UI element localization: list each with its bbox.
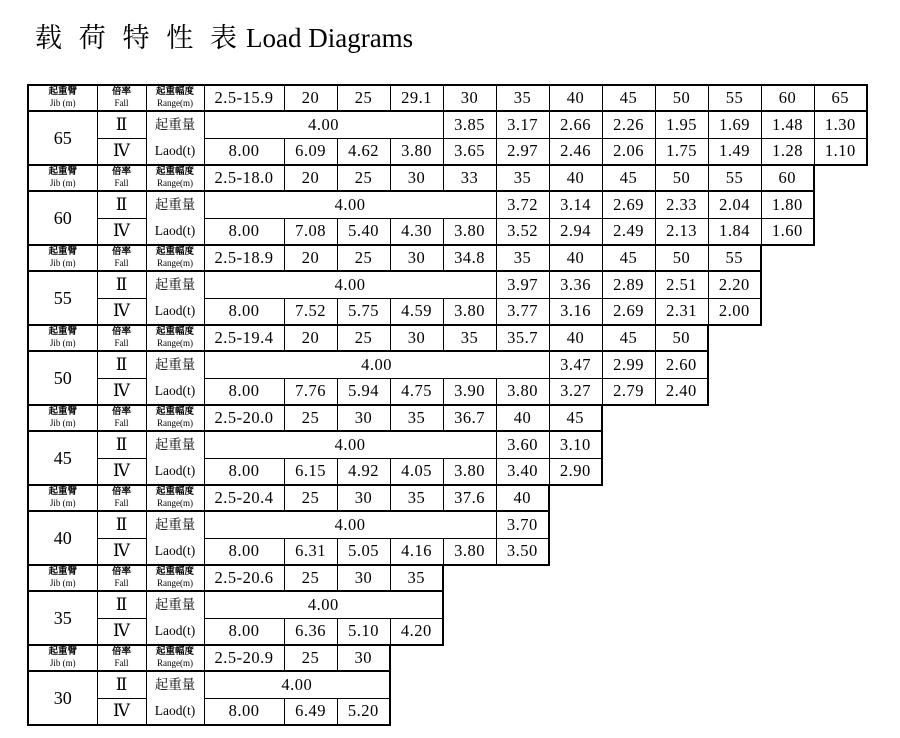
load-section-35 — [27, 564, 444, 646]
range-value-cell: 25 — [337, 165, 390, 191]
label-line-en: Range(m) — [157, 98, 193, 109]
range-value-cell: 37.6 — [443, 485, 496, 511]
label-line-cn: 起重臂 — [48, 487, 77, 498]
range-value-cell: 55 — [708, 85, 761, 111]
capacity-merged-cell: 4.00 — [204, 271, 496, 298]
label-line-cn: 倍率 — [111, 327, 131, 338]
range-value-cell: 40 — [496, 485, 549, 511]
load-value-cell: 3.65 — [443, 138, 496, 165]
range-value-cell: 55 — [708, 165, 761, 191]
range-value-cell: 65 — [814, 85, 867, 111]
capacity-label-en: Laod(t) — [154, 223, 196, 238]
range-header-cell — [146, 85, 204, 111]
load-value-cell: 8.00 — [204, 618, 284, 645]
load-value-cell: 5.05 — [337, 538, 390, 565]
load-value-cell: 5.75 — [337, 298, 390, 325]
label-line-cn: 起重幅度 — [155, 167, 194, 178]
label-line-en: Jib (m) — [49, 418, 76, 429]
range-value-cell: 25 — [337, 325, 390, 351]
jib-header-cell — [28, 645, 97, 671]
page-title-chinese: 载 荷 特 性 表 — [35, 23, 242, 53]
range-value-cell: 35 — [496, 245, 549, 271]
load-value-cell: 3.80 — [443, 538, 496, 565]
label-line-cn: 起重臂 — [48, 87, 77, 98]
capacity-value-cell: 3.17 — [496, 111, 549, 138]
range-value-cell: 45 — [602, 165, 655, 191]
range-value-cell: 30 — [337, 645, 390, 671]
label-line-en: Range(m) — [157, 578, 193, 589]
load-value-cell: 3.90 — [443, 378, 496, 405]
load-value-cell: 6.49 — [284, 698, 337, 725]
range-value-cell: 50 — [655, 85, 708, 111]
label-line-en: Fall — [114, 98, 129, 109]
range-value-cell: 20 — [284, 85, 337, 111]
capacity-label-cn: 起重量 — [154, 197, 196, 212]
jib-header-cell — [28, 485, 97, 511]
jib-header-cell — [28, 245, 97, 271]
fall-iv-cell: Ⅳ — [97, 618, 146, 645]
capacity-label-en: Laod(t) — [154, 623, 196, 638]
jib-length-cell: 65 — [28, 111, 97, 165]
capacity-value-cell: 3.47 — [549, 351, 602, 378]
label-line-cn: 倍率 — [111, 167, 131, 178]
load-value-cell: 6.15 — [284, 458, 337, 485]
capacity-value-cell: 2.69 — [602, 191, 655, 218]
capacity-value-cell: 3.14 — [549, 191, 602, 218]
label-line-cn: 起重臂 — [48, 647, 77, 658]
range-value-cell: 35.7 — [496, 325, 549, 351]
range-value-cell: 25 — [284, 485, 337, 511]
capacity-value-cell: 1.95 — [655, 111, 708, 138]
label-line-cn: 倍率 — [111, 647, 131, 658]
load-value-cell: 7.76 — [284, 378, 337, 405]
capacity-label-cell — [146, 271, 204, 325]
capacity-value-cell: 3.85 — [443, 111, 496, 138]
capacity-label-en: Laod(t) — [154, 383, 196, 398]
capacity-label-en: Laod(t) — [154, 703, 196, 718]
range-value-cell: 34.8 — [443, 245, 496, 271]
load-value-cell: 3.27 — [549, 378, 602, 405]
label-line-cn: 倍率 — [111, 87, 131, 98]
range-value-cell: 60 — [761, 165, 814, 191]
capacity-value-cell: 2.26 — [602, 111, 655, 138]
load-value-cell: 6.09 — [284, 138, 337, 165]
label-line-en: Fall — [114, 578, 129, 589]
label-line-en: Jib (m) — [49, 258, 76, 269]
load-value-cell: 3.80 — [390, 138, 443, 165]
load-value-cell: 2.94 — [549, 218, 602, 245]
load-value-cell: 2.00 — [708, 298, 761, 325]
label-line-en: Range(m) — [157, 418, 193, 429]
fall-iv-cell: Ⅳ — [97, 538, 146, 565]
page-title — [35, 16, 413, 55]
label-line-en: Fall — [114, 338, 129, 349]
label-line-cn: 起重幅度 — [155, 407, 194, 418]
fall-header-cell — [97, 405, 146, 431]
range-header-cell — [146, 645, 204, 671]
jib-length-cell: 55 — [28, 271, 97, 325]
fall-ii-cell: Ⅱ — [97, 271, 146, 298]
capacity-label-cn: 起重量 — [154, 517, 196, 532]
capacity-merged-cell: 4.00 — [204, 511, 496, 538]
fall-iv-cell: Ⅳ — [97, 218, 146, 245]
range-value-cell: 25 — [337, 245, 390, 271]
range-value-cell: 30 — [337, 405, 390, 431]
range-value-cell: 2.5-20.4 — [204, 485, 284, 511]
load-value-cell: 1.49 — [708, 138, 761, 165]
jib-length-cell: 50 — [28, 351, 97, 405]
capacity-value-cell: 2.89 — [602, 271, 655, 298]
range-header-cell — [146, 325, 204, 351]
capacity-label-cell — [146, 591, 204, 645]
label-line-cn: 倍率 — [111, 487, 131, 498]
range-value-cell: 45 — [602, 85, 655, 111]
load-value-cell: 3.52 — [496, 218, 549, 245]
load-value-cell: 3.16 — [549, 298, 602, 325]
load-value-cell: 2.97 — [496, 138, 549, 165]
capacity-label-cell — [146, 111, 204, 165]
capacity-value-cell: 1.30 — [814, 111, 867, 138]
label-line-en: Jib (m) — [49, 498, 76, 509]
label-line-cn: 起重臂 — [48, 567, 77, 578]
range-value-cell: 50 — [655, 325, 708, 351]
fall-header-cell — [97, 485, 146, 511]
range-value-cell: 50 — [655, 165, 708, 191]
jib-header-cell — [28, 85, 97, 111]
jib-length-cell: 40 — [28, 511, 97, 565]
capacity-value-cell: 2.33 — [655, 191, 708, 218]
load-value-cell: 4.92 — [337, 458, 390, 485]
range-value-cell: 25 — [284, 405, 337, 431]
fall-ii-cell: Ⅱ — [97, 111, 146, 138]
range-value-cell: 20 — [284, 325, 337, 351]
load-value-cell: 2.79 — [602, 378, 655, 405]
load-value-cell: 2.90 — [549, 458, 602, 485]
jib-header-cell — [28, 325, 97, 351]
fall-ii-cell: Ⅱ — [97, 591, 146, 618]
load-value-cell: 2.46 — [549, 138, 602, 165]
fall-iv-cell: Ⅳ — [97, 298, 146, 325]
range-value-cell: 45 — [549, 405, 602, 431]
fall-ii-cell: Ⅱ — [97, 191, 146, 218]
capacity-label-cn: 起重量 — [154, 437, 196, 452]
range-value-cell: 40 — [549, 245, 602, 271]
range-value-cell: 2.5-20.6 — [204, 565, 284, 591]
label-line-en: Range(m) — [157, 658, 193, 669]
load-value-cell: 4.05 — [390, 458, 443, 485]
load-value-cell: 8.00 — [204, 698, 284, 725]
range-value-cell: 40 — [496, 405, 549, 431]
load-value-cell: 2.69 — [602, 298, 655, 325]
load-section-50 — [27, 324, 709, 406]
capacity-value-cell: 2.20 — [708, 271, 761, 298]
label-line-cn: 起重臂 — [48, 167, 77, 178]
jib-length-cell: 35 — [28, 591, 97, 645]
load-value-cell: 3.80 — [443, 218, 496, 245]
capacity-label-en: Laod(t) — [154, 303, 196, 318]
capacity-value-cell: 1.80 — [761, 191, 814, 218]
load-table-stack — [27, 84, 868, 726]
range-value-cell: 55 — [708, 245, 761, 271]
load-value-cell: 8.00 — [204, 538, 284, 565]
fall-header-cell — [97, 245, 146, 271]
label-line-en: Range(m) — [157, 498, 193, 509]
load-value-cell: 3.80 — [496, 378, 549, 405]
capacity-value-cell: 3.97 — [496, 271, 549, 298]
label-line-cn: 起重幅度 — [155, 87, 194, 98]
label-line-cn: 起重幅度 — [155, 647, 194, 658]
load-value-cell: 1.75 — [655, 138, 708, 165]
load-value-cell: 7.08 — [284, 218, 337, 245]
label-line-cn: 倍率 — [111, 567, 131, 578]
capacity-label-cn: 起重量 — [154, 677, 196, 692]
label-line-en: Range(m) — [157, 178, 193, 189]
range-value-cell: 30 — [390, 325, 443, 351]
load-value-cell: 8.00 — [204, 138, 284, 165]
load-value-cell: 5.94 — [337, 378, 390, 405]
capacity-value-cell: 3.10 — [549, 431, 602, 458]
load-value-cell: 4.30 — [390, 218, 443, 245]
range-value-cell: 2.5-15.9 — [204, 85, 284, 111]
load-section-45 — [27, 404, 603, 486]
label-line-en: Range(m) — [157, 258, 193, 269]
capacity-label-cn: 起重量 — [154, 597, 196, 612]
load-value-cell: 8.00 — [204, 458, 284, 485]
load-section-65 — [27, 84, 868, 166]
jib-header-cell — [28, 405, 97, 431]
load-value-cell: 4.62 — [337, 138, 390, 165]
range-header-cell — [146, 405, 204, 431]
range-value-cell: 30 — [443, 85, 496, 111]
load-value-cell: 3.40 — [496, 458, 549, 485]
fall-header-cell — [97, 565, 146, 591]
capacity-value-cell: 1.69 — [708, 111, 761, 138]
range-value-cell: 35 — [443, 325, 496, 351]
range-value-cell: 2.5-19.4 — [204, 325, 284, 351]
fall-ii-cell: Ⅱ — [97, 351, 146, 378]
label-line-cn: 倍率 — [111, 247, 131, 258]
fall-iv-cell: Ⅳ — [97, 138, 146, 165]
load-value-cell: 8.00 — [204, 218, 284, 245]
label-line-en: Jib (m) — [49, 338, 76, 349]
capacity-value-cell: 3.70 — [496, 511, 549, 538]
range-value-cell: 40 — [549, 85, 602, 111]
range-value-cell: 33 — [443, 165, 496, 191]
load-value-cell: 7.52 — [284, 298, 337, 325]
load-value-cell: 1.60 — [761, 218, 814, 245]
capacity-merged-cell: 4.00 — [204, 431, 496, 458]
label-line-en: Jib (m) — [49, 98, 76, 109]
capacity-value-cell: 3.72 — [496, 191, 549, 218]
capacity-merged-cell: 4.00 — [204, 351, 549, 378]
capacity-value-cell: 3.36 — [549, 271, 602, 298]
range-value-cell: 30 — [337, 485, 390, 511]
range-value-cell: 25 — [337, 85, 390, 111]
load-value-cell: 2.31 — [655, 298, 708, 325]
capacity-merged-cell: 4.00 — [204, 191, 496, 218]
load-section-55 — [27, 244, 762, 326]
capacity-label-cn: 起重量 — [154, 357, 196, 372]
range-value-cell: 2.5-20.0 — [204, 405, 284, 431]
load-section-60 — [27, 164, 815, 246]
range-value-cell: 35 — [390, 485, 443, 511]
range-value-cell: 25 — [284, 645, 337, 671]
jib-header-cell — [28, 565, 97, 591]
load-value-cell: 1.28 — [761, 138, 814, 165]
load-value-cell: 8.00 — [204, 298, 284, 325]
fall-ii-cell: Ⅱ — [97, 671, 146, 698]
capacity-value-cell: 2.60 — [655, 351, 708, 378]
range-value-cell: 30 — [390, 165, 443, 191]
label-line-en: Fall — [114, 418, 129, 429]
load-section-40 — [27, 484, 550, 566]
fall-header-cell — [97, 85, 146, 111]
range-value-cell: 2.5-20.9 — [204, 645, 284, 671]
load-value-cell: 6.31 — [284, 538, 337, 565]
page-title-english: Load Diagrams — [246, 23, 414, 53]
capacity-label-en: Laod(t) — [154, 143, 196, 158]
range-value-cell: 35 — [496, 165, 549, 191]
capacity-value-cell: 3.60 — [496, 431, 549, 458]
label-line-en: Jib (m) — [49, 578, 76, 589]
load-value-cell: 5.40 — [337, 218, 390, 245]
capacity-label-cell — [146, 431, 204, 485]
fall-iv-cell: Ⅳ — [97, 458, 146, 485]
load-value-cell: 1.84 — [708, 218, 761, 245]
fall-header-cell — [97, 325, 146, 351]
load-value-cell: 2.40 — [655, 378, 708, 405]
label-line-en: Fall — [114, 258, 129, 269]
capacity-label-en: Laod(t) — [154, 543, 196, 558]
load-value-cell: 2.13 — [655, 218, 708, 245]
load-value-cell: 1.10 — [814, 138, 867, 165]
fall-header-cell — [97, 165, 146, 191]
label-line-en: Jib (m) — [49, 178, 76, 189]
capacity-merged-cell: 4.00 — [204, 591, 443, 618]
range-header-cell — [146, 165, 204, 191]
label-line-cn: 起重幅度 — [155, 487, 194, 498]
load-section-30 — [27, 644, 391, 726]
fall-iv-cell: Ⅳ — [97, 698, 146, 725]
capacity-value-cell: 2.99 — [602, 351, 655, 378]
load-value-cell: 4.59 — [390, 298, 443, 325]
range-header-cell — [146, 485, 204, 511]
jib-header-cell — [28, 165, 97, 191]
label-line-cn: 起重臂 — [48, 327, 77, 338]
capacity-value-cell: 2.04 — [708, 191, 761, 218]
capacity-merged-cell: 4.00 — [204, 671, 390, 698]
label-line-en: Fall — [114, 498, 129, 509]
range-header-cell — [146, 245, 204, 271]
capacity-label-en: Laod(t) — [154, 463, 196, 478]
range-value-cell: 20 — [284, 165, 337, 191]
capacity-label-cell — [146, 511, 204, 565]
fall-header-cell — [97, 645, 146, 671]
range-value-cell: 35 — [390, 565, 443, 591]
capacity-label-cell — [146, 191, 204, 245]
fall-iv-cell: Ⅳ — [97, 378, 146, 405]
capacity-label-cell — [146, 351, 204, 405]
label-line-en: Fall — [114, 178, 129, 189]
range-value-cell: 29.1 — [390, 85, 443, 111]
range-value-cell: 60 — [761, 85, 814, 111]
jib-length-cell: 60 — [28, 191, 97, 245]
capacity-merged-cell: 4.00 — [204, 111, 443, 138]
label-line-en: Fall — [114, 658, 129, 669]
range-value-cell: 40 — [549, 165, 602, 191]
load-value-cell: 2.06 — [602, 138, 655, 165]
load-value-cell: 4.16 — [390, 538, 443, 565]
fall-ii-cell: Ⅱ — [97, 431, 146, 458]
label-line-cn: 起重幅度 — [155, 327, 194, 338]
range-value-cell: 45 — [602, 325, 655, 351]
range-header-cell — [146, 565, 204, 591]
load-value-cell: 4.20 — [390, 618, 443, 645]
load-value-cell: 3.80 — [443, 298, 496, 325]
fall-ii-cell: Ⅱ — [97, 511, 146, 538]
range-value-cell: 2.5-18.9 — [204, 245, 284, 271]
load-value-cell: 3.50 — [496, 538, 549, 565]
load-value-cell: 5.20 — [337, 698, 390, 725]
range-value-cell: 20 — [284, 245, 337, 271]
range-value-cell: 30 — [390, 245, 443, 271]
range-value-cell: 35 — [496, 85, 549, 111]
range-value-cell: 45 — [602, 245, 655, 271]
range-value-cell: 2.5-18.0 — [204, 165, 284, 191]
label-line-en: Jib (m) — [49, 658, 76, 669]
range-value-cell: 50 — [655, 245, 708, 271]
load-value-cell: 2.49 — [602, 218, 655, 245]
capacity-label-cell — [146, 671, 204, 725]
label-line-cn: 起重幅度 — [155, 247, 194, 258]
capacity-label-cn: 起重量 — [154, 277, 196, 292]
load-value-cell: 3.80 — [443, 458, 496, 485]
load-value-cell: 4.75 — [390, 378, 443, 405]
label-line-cn: 起重臂 — [48, 247, 77, 258]
load-value-cell: 3.77 — [496, 298, 549, 325]
load-value-cell: 5.10 — [337, 618, 390, 645]
label-line-en: Range(m) — [157, 338, 193, 349]
capacity-value-cell: 1.48 — [761, 111, 814, 138]
load-value-cell: 6.36 — [284, 618, 337, 645]
capacity-value-cell: 2.51 — [655, 271, 708, 298]
label-line-cn: 起重幅度 — [155, 567, 194, 578]
jib-length-cell: 45 — [28, 431, 97, 485]
label-line-cn: 倍率 — [111, 407, 131, 418]
jib-length-cell: 30 — [28, 671, 97, 725]
load-value-cell: 8.00 — [204, 378, 284, 405]
range-value-cell: 40 — [549, 325, 602, 351]
range-value-cell: 25 — [284, 565, 337, 591]
capacity-value-cell: 2.66 — [549, 111, 602, 138]
range-value-cell: 36.7 — [443, 405, 496, 431]
capacity-label-cn: 起重量 — [154, 117, 196, 132]
label-line-cn: 起重臂 — [48, 407, 77, 418]
range-value-cell: 35 — [390, 405, 443, 431]
range-value-cell: 30 — [337, 565, 390, 591]
